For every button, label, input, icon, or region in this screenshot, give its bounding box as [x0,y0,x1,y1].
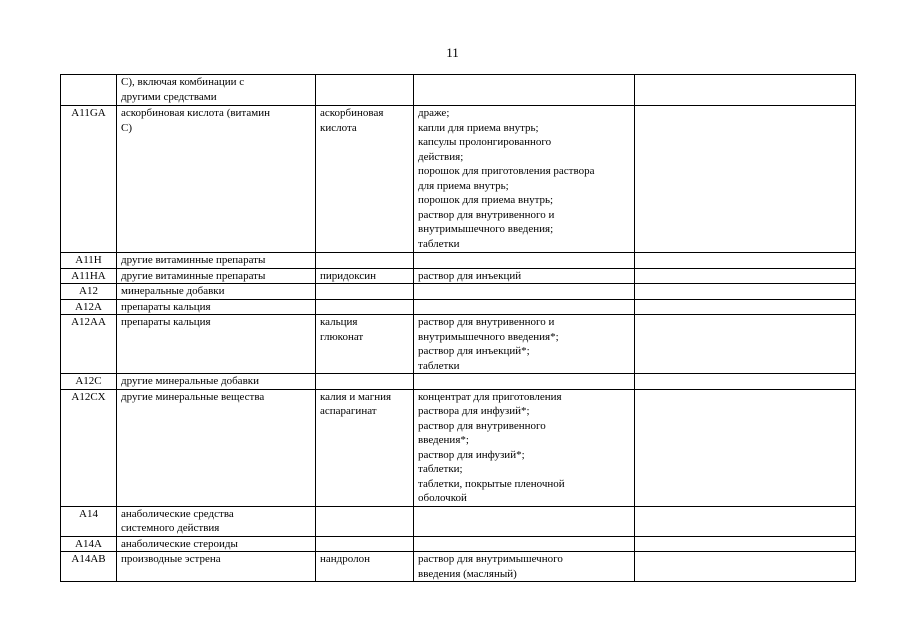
cell-text-line: для приема внутрь; [418,179,509,192]
notes-cell [635,374,856,390]
table-row [61,299,856,315]
atc-group-cell [117,315,316,374]
cell-text-line: глюконат [320,330,364,343]
cell-text-line: кальция [320,316,358,328]
drug-name-cell [316,315,414,374]
notes-cell [635,536,856,552]
drug-table [60,74,856,582]
notes-cell [635,284,856,300]
cell-text-line: другие витаминные препараты [121,269,266,282]
atc-group-cell [117,552,316,582]
atc-code-cell [61,253,117,269]
cell-text-line: таблетки [418,237,460,250]
atc-group-cell [117,299,316,315]
cell-text-line: внутримышечного введения; [418,223,554,235]
dosage-forms-cell [414,253,635,269]
notes-cell [635,253,856,269]
notes-cell [635,299,856,315]
cell-text-line: С) [121,121,132,134]
cell-text-line: введения*; [418,434,469,446]
cell-text-line: A11HA [71,269,106,282]
table-row [61,106,856,253]
cell-text-line: аскорбиновая кислота (витамин [121,107,270,119]
cell-text-line: A11H [75,254,102,266]
cell-text-line: раствор для внутривенного и [418,208,555,221]
atc-group-cell [117,106,316,253]
drug-name-cell [316,268,414,284]
drug-name-cell [316,552,414,582]
cell-text-line: таблетки [418,359,460,372]
dosage-forms-cell [414,75,635,106]
cell-text-line: анаболические средства [121,507,234,520]
table-row [61,253,856,269]
atc-group-cell [117,284,316,300]
drug-name-cell [316,389,414,506]
cell-text-line: раствор для внутримышечного [418,553,563,565]
cell-text-line: другими средствами [121,90,217,103]
cell-text-line: раствор для инфузий*; [418,448,525,461]
cell-text-line: препараты кальция [121,316,211,328]
cell-text-line: раствор для внутривенного и [418,316,555,328]
atc-code-cell [61,268,117,284]
dosage-forms-cell [414,106,635,253]
cell-text-line: A12CX [71,390,106,403]
cell-text-line: A12 [79,285,98,297]
drug-name-cell [316,506,414,536]
atc-code-cell [61,315,117,374]
cell-text-line: оболочкой [418,492,467,504]
atc-group-cell [117,506,316,536]
cell-text-line: A14A [75,537,102,550]
table-row [61,506,856,536]
atc-code-cell [61,506,117,536]
atc-code-cell [61,389,117,506]
atc-code-cell [61,299,117,315]
cell-text-line: другие минеральные вещества [121,390,265,403]
cell-text-line: нандролон [320,553,370,565]
table-row [61,536,856,552]
cell-text-line: порошок для приготовления раствора [418,165,595,177]
cell-text-line: внутримышечного введения*; [418,330,559,343]
notes-cell [635,389,856,506]
cell-text-line: концентрат для приготовления [418,390,562,403]
cell-text-line: производные эстрена [121,553,221,565]
atc-code-cell [61,284,117,300]
atc-code-cell [61,536,117,552]
cell-text-line: раствора для инфузий*; [418,405,530,417]
drug-name-cell [316,106,414,253]
table-row [61,268,856,284]
table-row [61,552,856,582]
atc-group-cell [117,268,316,284]
cell-text-line: анаболические стероиды [121,537,238,550]
cell-text-line: кислота [320,121,357,134]
notes-cell [635,315,856,374]
atc-group-cell [117,75,316,106]
table-row [61,389,856,506]
dosage-forms-cell [414,374,635,390]
drug-name-cell [316,374,414,390]
dosage-forms-cell [414,389,635,506]
cell-text-line: драже; [418,107,450,119]
drug-name-cell [316,299,414,315]
dosage-forms-cell [414,315,635,374]
table-row [61,315,856,374]
atc-code-cell [61,106,117,253]
atc-group-cell [117,253,316,269]
dosage-forms-cell [414,299,635,315]
cell-text-line: раствор для инъекций [418,269,522,282]
notes-cell [635,506,856,536]
cell-text-line: пиридоксин [320,269,376,282]
cell-text-line: другие минеральные добавки [121,375,259,387]
dosage-forms-cell [414,284,635,300]
table-row [61,75,856,106]
notes-cell [635,75,856,106]
cell-text-line: раствор для внутривенного [418,419,546,432]
cell-text-line: аскорбиновая [320,107,384,119]
cell-text-line: таблетки, покрытые пленочной [418,477,565,490]
dosage-forms-cell [414,552,635,582]
atc-group-cell [117,536,316,552]
cell-text-line: С), включая комбинации с [121,76,245,88]
cell-text-line: раствор для инъекций*; [418,345,530,357]
drug-name-cell [316,536,414,552]
cell-text-line: капсулы пролонгированного [418,136,552,148]
atc-group-cell [117,389,316,506]
cell-text-line: системного действия [121,522,220,534]
notes-cell [635,106,856,253]
cell-text-line: минеральные добавки [121,285,225,297]
cell-text-line: A12C [75,375,102,387]
drug-name-cell [316,75,414,106]
table-row [61,284,856,300]
atc-code-cell [61,374,117,390]
page-number: 11 [446,45,459,60]
cell-text-line: препараты кальция [121,300,211,313]
cell-text-line: действия; [418,150,464,163]
cell-text-line: A14AB [71,553,106,565]
cell-text-line: таблетки; [418,463,463,475]
notes-cell [635,552,856,582]
dosage-forms-cell [414,536,635,552]
cell-text-line: другие витаминные препараты [121,254,266,266]
atc-code-cell [61,75,117,106]
cell-text-line: порошок для приема внутрь; [418,194,554,206]
drug-name-cell [316,253,414,269]
cell-text-line: калия и магния [320,390,392,403]
notes-cell [635,268,856,284]
cell-text-line: аспарагинат [320,405,377,417]
drug-name-cell [316,284,414,300]
cell-text-line: A12AA [71,316,106,328]
cell-text-line: введения (масляный) [418,567,517,580]
cell-text-line: A12A [75,300,102,313]
table-row [61,374,856,390]
atc-group-cell [117,374,316,390]
dosage-forms-cell [414,506,635,536]
atc-code-cell [61,552,117,582]
cell-text-line: A14 [79,507,98,520]
cell-text-line: капли для приема внутрь; [418,121,539,134]
cell-text-line: A11GA [71,107,106,119]
dosage-forms-cell [414,268,635,284]
